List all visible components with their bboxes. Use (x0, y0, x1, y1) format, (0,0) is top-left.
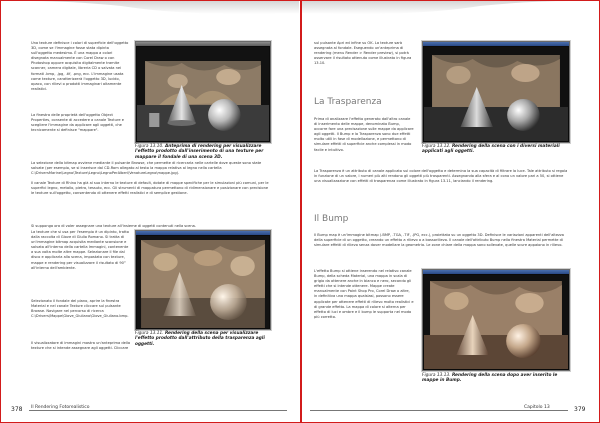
paragraph-material: Selezionato il fondale del piano, aprire la finestra Material e nel canale Texture cliccare sul pulsante Browse. Navigare nel percorso di ricerca C:\Drivers\Mappe\Giove_Giuliano\Giove_Giuliano.bmp. (31, 299, 129, 319)
right-page (302, 1, 600, 422)
paragraph-apply-texture: sul pulsante Apri ed infine su OK. La texture sarà assegnata al fondale. Eseguendo un'anteprima di rendering (menu Render > Render preview), si potrà osservare il risultato ottenuto come illustrato in figura 13.10. (314, 41, 412, 66)
render-window-bump (422, 269, 570, 371)
figure-caption-13-13 (422, 373, 568, 384)
page-number: 379 (574, 406, 586, 413)
page-number: 378 (11, 406, 23, 413)
render-scene-image (137, 47, 269, 141)
paragraph-transparency: La Trasparenza è un attributo di canale applicato sul colore dell'oggetto e determina la sua capacità di filtrare la luce. Tale attributo si regola in funzione di un valore, i numeri più alti rendono gli oggetti più trasparenti. Assegnando alla sfera e al cono un valore pari a 50, si ottiene una visualizzazione con effetti di trasparenza come illustrato in figura 13.11, lanciando il rendering. (314, 169, 568, 184)
footer-rule (310, 410, 568, 411)
window-titlebar (136, 231, 270, 235)
render-window-transparency (135, 230, 271, 330)
figure-label: Figura 13.12. (422, 144, 451, 149)
window-titlebar (136, 42, 270, 46)
section-heading-bump: Il Bump (314, 214, 349, 224)
figure-caption-text: Rendering della scena per visualizzare l'effetto prodotto dall'attributo della trasparenza agli oggetti. (135, 331, 265, 347)
section-heading-trasparenza: La Trasparenza (314, 97, 382, 107)
figure-label: Figura 13.10. (135, 144, 164, 149)
figure-label: Figura 13.11. (135, 331, 164, 336)
render-scene-image (137, 236, 269, 328)
left-page-footer (11, 406, 291, 414)
render-preview-window (135, 41, 271, 143)
paragraph-browse: La selezione della bitmap avviene mediante il pulsante Browse, che permette di ricercarla nelle cartelle dove queste sono state salvate (per esempio, se si inserisce dal CD-Rom allegato al testo la mappa relativa al legno nella cartella C:\DriversMarine\Legno\Texture\Legno\LegnoPerAlberi\VenatureLegno\mappe.jpg). (31, 161, 262, 176)
paragraph-viewer: Il visualizzatore di immagini mostra un'anteprima della texture che si intende assegnare agli oggetti. Cliccare (31, 341, 131, 351)
figure-caption-13-11 (135, 331, 269, 347)
paragraph-object-properties: La finestra delle proprietà dell'oggetto Object Properties, consente di accedere a canale Texture e scegliere l'immagine da applicare agli oggetti, che tecnicamente si definisce "mappare". (31, 113, 124, 133)
figure-caption-text: Anteprima di rendering per visualizzare l'effetto prodotto dall'inserimento di una texture per mappare il fondale di una scena 3D. (135, 144, 264, 160)
figure-label: Figura 13.13. (422, 373, 451, 378)
running-head: Capitolo 13 (524, 405, 550, 410)
running-head: Il Rendering Fotorealistico (31, 405, 90, 410)
paragraph-texture-channel: Il canale Texture di Rhino ha già al suo interno le texture di default, dotate di mappe specifiche per le simulazioni più comuni, per le superfici legno, metallo, pietra, tessuto, ecc. Gli strumenti di mappatura permettono di ridimensionare e posizionare con precisione le texture sull'oggetto, consentendo di ottenere effetti realistici e di semplice gestione. (31, 181, 269, 196)
paragraph-giove: La texture che si usa per l'esempio è un dipinto, tratto dalla raccolta di Giove di Giulio Romano. Si tratta di un'immagine bitmap acquisita mediante scansione e salvata all'interno della cartella Immagini, contenente a sua volta molte altre mappe. Selezionare il file dal disco e applicarla alla scena, impostata con texture, mappe e rendering per visualizzare il risultato di 90° all'interno dell'ambiente. (31, 230, 129, 270)
render-window-materials (422, 41, 570, 143)
paragraph-bump-intro: Prima di analizzare l'effetto generato dall'altro canale di inserimento delle mappe, denominato Bump, occorre fare una precisazione sulle mappe da applicare agli oggetti. Il Bump e la Trasparenza sono due effetti molto utili in fase di modellazione, e permettono di simulare effetti di superficie anche complessi in modo facile e intuitivo. (314, 117, 414, 152)
paragraph-bump-map: Il Bump map è un'immagine bitmap (.BMP, .TGA, .TIF, .JPG, ecc.), proiettata su un oggetto 3D. Definisce le variazioni apparenti dell'altezza della superficie di un oggetto, creando un effetto a rilievo o a bassorilievo. Il canale dell'attributo Bump nella finestra Material permette di simulare effetti di rilievo senza dover modellare la geometria. Le zone chiare della mappa sono sollevate, quelle scure appaiono in rilievo. (314, 233, 565, 248)
figure-caption-text: Rendering della scena con i diversi materiali applicati agli oggetti. (422, 144, 560, 155)
figure-caption-13-10 (135, 144, 269, 160)
render-scene-image (424, 275, 568, 369)
paragraph-assign-texture: Si supponga ora di voler assegnare una texture all'insieme di oggetti contenuti nella scena. (31, 224, 196, 228)
footer-rule (29, 410, 287, 411)
paragraph-bump-effect: L'effetto Bump si ottiene inserendo nel relativo canale Bump, della scheda Material, una mappa in scala di grigio da ottenere anche in bianco e nero, secondo gli effetti che si intende ottenere. Mappe create manualmente con Paint Shop Pro, Corel Draw o altre, in definitiva una mappa qualsiasi, possono essere applicate per ottenere effetti di rilievo molto realistici e di grande effetto. La mappa di colore si alterna per effetto di luci e ombre e il bump le supporta nel modo più corretto. (314, 269, 414, 319)
page-curl-right (302, 1, 570, 21)
render-scene-image (424, 47, 568, 141)
figure-caption-13-12 (422, 144, 568, 155)
right-page-footer (310, 406, 592, 414)
window-titlebar (423, 270, 569, 274)
figure-caption-text: Rendering della scena dopo aver inserito le mappe in Bump. (422, 373, 558, 384)
paragraph-texture-intro: Una texture definisce i colori di superficie dell'oggetto 3D, come se l'immagine fosse stata dipinta sull'oggetto medesimo. È una mappa a colori disegnata manualmente con Corel Draw o con Photoshop oppure acquisita digitalmente tramite scanner, camera digitale, libreria CD o salvata nei formati .bmp, .jpg, .tif, .png, ecc. L'immagine usata come texture, caratterizzerà l'oggetto 3D, lucido, opaco, con rilievi o prodotti immaginari altamente realistici. (31, 41, 129, 91)
page-curl-left (31, 1, 299, 21)
left-page (1, 1, 299, 422)
window-titlebar (423, 42, 569, 46)
